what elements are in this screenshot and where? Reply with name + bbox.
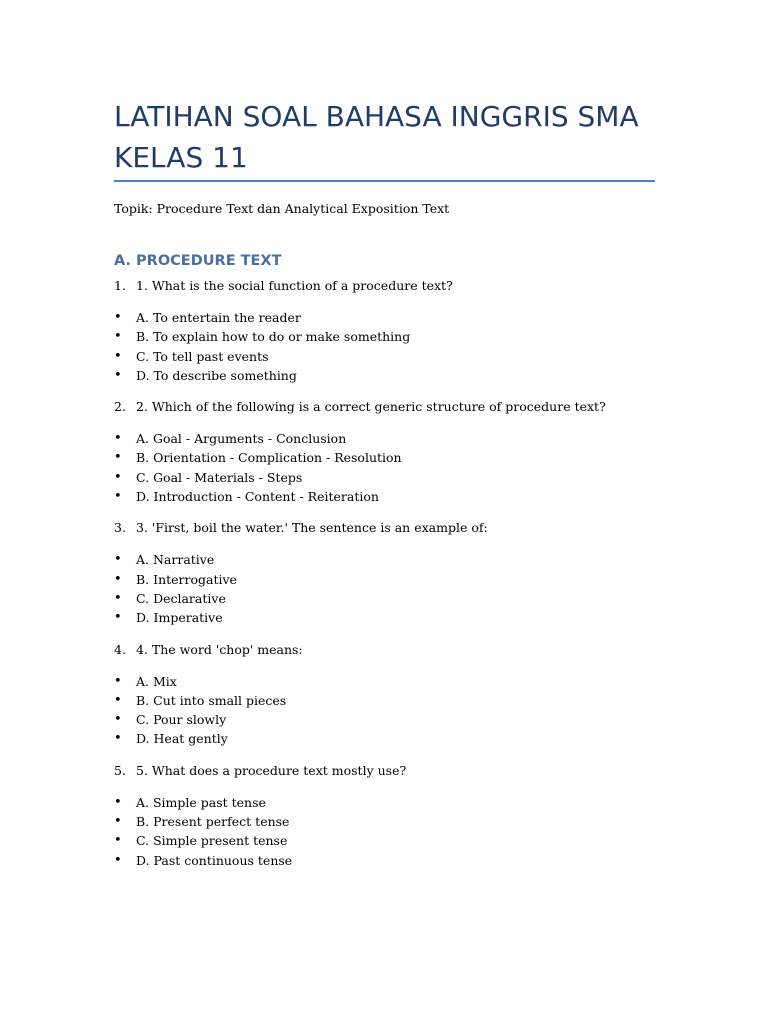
option-list	[114, 429, 674, 506]
option-list	[114, 308, 674, 385]
question-5	[114, 761, 674, 781]
bullet-icon: •	[114, 310, 122, 325]
option-text: A. Simple past tense	[136, 794, 266, 810]
bullet-icon: •	[114, 610, 122, 626]
bullet-icon: •	[114, 367, 122, 383]
option-text: C. Pour slowly	[136, 712, 227, 728]
bullet-icon: •	[114, 794, 122, 810]
option-text: C. To tell past events	[136, 348, 269, 364]
list-item	[114, 487, 674, 506]
question-1	[114, 276, 674, 296]
bullet-icon: •	[114, 489, 122, 505]
question-number: 2.	[114, 399, 126, 415]
list-item	[114, 851, 674, 870]
option-text: A. Goal - Arguments - Conclusion	[136, 431, 347, 447]
bullet-icon: •	[114, 712, 122, 728]
list-item	[114, 347, 674, 366]
bullet-icon: •	[114, 673, 122, 689]
question-3	[114, 518, 674, 538]
option-text: C. Goal - Materials - Steps	[136, 469, 303, 485]
option-text: D. Heat gently	[136, 731, 228, 747]
question-text: 5. What does a procedure text mostly use?	[136, 762, 407, 778]
bullet-icon: •	[114, 329, 122, 345]
list-item	[114, 691, 674, 710]
option-text: B. Cut into small pieces	[136, 692, 287, 708]
list-item	[114, 812, 674, 831]
list-item	[114, 793, 674, 812]
topic-line: Topik: Procedure Text dan Analytical Exposition Text	[114, 201, 450, 216]
question-4	[114, 640, 674, 660]
question-text: 1. What is the social function of a procedure text?	[136, 278, 453, 293]
question-text: 4. The word 'chop' means:	[136, 641, 303, 657]
bullet-icon: •	[114, 571, 122, 587]
list-item	[114, 448, 674, 467]
question-number: 3.	[114, 520, 126, 536]
list-item	[114, 729, 674, 748]
question-text: 2. Which of the following is a correct generic structure of procedure text?	[136, 399, 606, 415]
bullet-icon: •	[114, 348, 122, 364]
option-text: B. Interrogative	[136, 571, 237, 587]
list-item	[114, 589, 674, 608]
bullet-icon: •	[114, 590, 122, 606]
question-number: 4.	[114, 641, 126, 657]
bullet-icon: •	[114, 852, 122, 868]
bullet-icon: •	[114, 469, 122, 485]
option-text: D. Imperative	[136, 610, 223, 626]
document-title	[114, 96, 674, 178]
list-item	[114, 570, 674, 589]
option-text: A. To entertain the reader	[136, 310, 301, 325]
bullet-icon: •	[114, 833, 122, 849]
bullet-icon: •	[114, 692, 122, 708]
question-number: 1.	[114, 278, 126, 293]
list-item	[114, 608, 674, 627]
option-text: B. Present perfect tense	[136, 814, 290, 830]
list-item	[114, 366, 674, 385]
question-number: 5.	[114, 762, 126, 778]
option-text: D. Past continuous tense	[136, 852, 293, 868]
bullet-icon: •	[114, 552, 122, 568]
bullet-icon: •	[114, 431, 122, 447]
option-text: C. Declarative	[136, 590, 226, 606]
option-list	[114, 672, 674, 749]
title-line-1: LATIHAN SOAL BAHASA INGGRIS SMA	[114, 100, 639, 133]
question-text: 3. 'First, boil the water.' The sentence is an example of:	[136, 520, 488, 536]
list-item	[114, 672, 674, 691]
title-line-2: KELAS 11	[114, 141, 248, 174]
list-item	[114, 831, 674, 850]
bullet-icon: •	[114, 731, 122, 747]
list-item	[114, 468, 674, 487]
option-list	[114, 550, 674, 627]
option-list	[114, 793, 674, 870]
bullet-icon: •	[114, 450, 122, 466]
question-2	[114, 397, 674, 417]
option-text: A. Mix	[136, 673, 177, 689]
bullet-icon: •	[114, 814, 122, 830]
option-text: B. To explain how to do or make something	[136, 329, 411, 345]
list-item	[114, 429, 674, 448]
list-item	[114, 710, 674, 729]
list-item	[114, 327, 674, 346]
list-item	[114, 550, 674, 569]
option-text: B. Orientation - Complication - Resolution	[136, 450, 402, 466]
option-text: A. Narrative	[136, 552, 215, 568]
list-item	[114, 308, 674, 327]
section-heading-procedure-text: A. PROCEDURE TEXT	[114, 253, 282, 269]
option-text: D. To describe something	[136, 367, 297, 383]
title-divider	[114, 180, 655, 182]
option-text: C. Simple present tense	[136, 833, 288, 849]
question-list	[114, 276, 674, 882]
option-text: D. Introduction - Content - Reiteration	[136, 489, 379, 505]
